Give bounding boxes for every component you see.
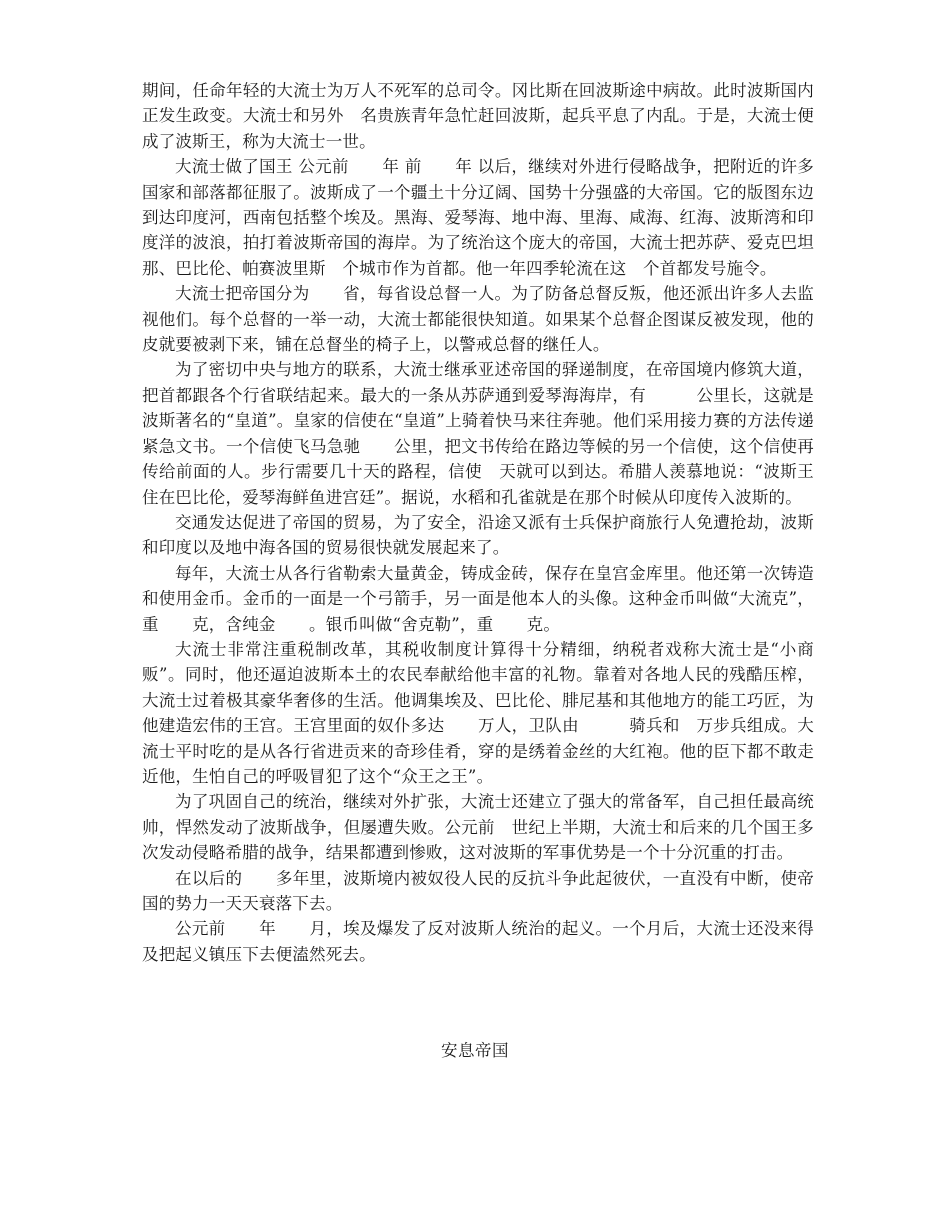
paragraph-continuation: 期间，任命年轻的大流士为万人不死军的总司令。冈比斯在回波斯途中病故。此时波斯国内正发生政变。大流士和另外 名贵族青年急忙赶回波斯，起兵平息了内乱。于是，大流士便成了波斯王，称为大流士一世。 <box>142 81 814 151</box>
paragraph: 每年，大流士从各行省勒索大量黄金，铸成金砖，保存在皇宫金库里。他还第一次铸造和使用金币。金币的一面是一个弓箭手，另一面是他本人的头像。这种金币叫做“大流克”，重 克，含纯金 。银币叫做“舍克勒”，重 克。 <box>142 563 814 634</box>
paragraph: 交通发达促进了帝国的贸易，为了安全，沿途又派有士兵保护商旅行人免遭抢劫，波斯和印度以及地中海各国的贸易很快就发展起来了。 <box>142 512 814 558</box>
paragraph: 公元前 年 月，埃及爆发了反对波斯人统治的起义。一个月后，大流士还没来得及把起义镇压下去便溘然死去。 <box>142 919 814 964</box>
document-body <box>142 78 814 967</box>
paragraph: 大流士非常注重税制改革，其税收制度计算得十分精细，纳税者戏称大流士是“小商贩”。同时，他还逼迫波斯本土的农民奉献给他丰富的礼物。靠着对各地人民的残酷压榨，大流士过着极其豪华奢侈的生活。他调集埃及、巴比伦、腓尼基和其他地方的能工巧匠，为他建造宏伟的王宫。王宫里面的奴仆多达 万人，卫队由 骑兵和 万步兵组成。大流士平时吃的是从各行省进贡来的奇珍佳肴，穿的是绣着金丝的大红袍。他的臣下都不敢走近他，生怕自己的呼吸冒犯了这个“众王之王”。 <box>142 639 814 786</box>
paragraph: 在以后的 多年里，波斯境内被奴役人民的反抗斗争此起彼伏，一直没有中断，使帝国的势力一天天衰落下去。 <box>142 868 814 913</box>
paragraph: 为了密切中央与地方的联系，大流士继承亚述帝国的驿递制度，在帝国境内修筑大道，把首都跟各个行省联结起来。最大的一条从苏萨通到爱琴海海岸，有 公里长，这就是波斯著名的“皇道”。皇家的信使在“皇道”上骑着快马来往奔驰。他们采用接力赛的方法传递紧急文书。一个信使飞马急驰 公里，把文书传给在路边等候的另一个信使，这个信使再传给前面的人。步行需要几十天的路程，信使 天就可以到达。希腊人羡慕地说：“波斯王住在巴比伦，爱琴海鲜鱼进宫廷”。据说，水稻和孔雀就是在那个时候从印度传入波斯的。 <box>142 360 814 507</box>
paragraph: 为了巩固自己的统治，继续对外扩张，大流士还建立了强大的常备军，自己担任最高统帅，悍然发动了波斯战争，但屡遭失败。公元前 世纪上半期，大流士和后来的几个国王多次发动侵略希腊的战争，结果都遭到惨败，这对波斯的军事优势是一个十分沉重的打击。 <box>142 792 814 863</box>
paragraph: 大流士把帝国分为 省，每省设总督一人。为了防备总督反叛，他还派出许多人去监视他们。每个总督的一举一动，大流士都能很快知道。如果某个总督企图谋反被发现，他的皮就要被剥下来，铺在总督坐的椅子上，以警戒总督的继任人。 <box>142 284 814 355</box>
paragraph: 大流士做了国王 公元前 年 前 年 以后，继续对外进行侵略战争，把附近的许多国家和部落都征服了。波斯成了一个疆土十分辽阔、国势十分强盛的大帝国。它的版图东边到达印度河，西南包括整个埃及。黑海、爱琴海、地中海、里海、咸海、红海、波斯湾和印度洋的波浪，拍打着波斯帝国的海岸。为了统治这个庞大的帝国，大流士把苏萨、爱克巴坦那、巴比伦、帕赛波里斯 个城市作为首都。他一年四季轮流在这 个首都发号施令。 <box>142 157 814 278</box>
section-title: 安息帝国 <box>441 1041 509 1060</box>
